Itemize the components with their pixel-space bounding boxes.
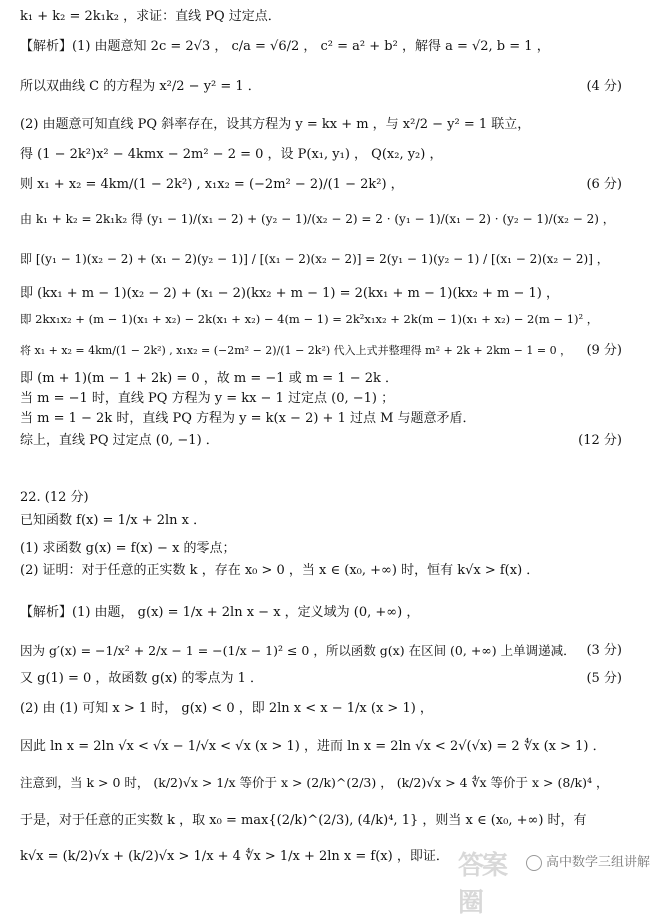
wechat-icon <box>526 855 542 871</box>
line-text: 即 (kx₁ + m − 1)(x₂ − 2) + (x₁ − 2)(kx₂ + m − 1) = 2(kx₁ + m − 1)(kx₂ + m − 1) ， <box>20 286 559 301</box>
text-line <box>20 604 622 622</box>
line-text: 因此 ln x = 2ln √x < √x − 1/√x < √x (x > 1) ，进而 ln x = 2ln √x < 2√(√x) = 2 ∜x (x > 1) ． <box>20 739 606 754</box>
text-line <box>20 78 622 96</box>
text-line <box>20 512 622 530</box>
text-line <box>20 410 622 428</box>
text-line <box>20 116 622 134</box>
text-line <box>20 642 622 661</box>
text-line <box>20 285 622 303</box>
text-line <box>20 700 622 718</box>
score-mark: (4 分) <box>586 79 622 94</box>
line-text: k√x = (k/2)√x + (k/2)√x > 1/x + 4 ∜x > 1/x + 2ln x = f(x) ，即证． <box>20 849 449 864</box>
text-line <box>20 670 622 688</box>
text-line <box>20 8 622 26</box>
line-text: 得 (1 − 2k²)x² − 4kmx − 2m² − 2 = 0 ，设 P(x₁, y₁) ， Q(x₂, y₂) ， <box>20 147 443 162</box>
score-mark: (6 分) <box>586 177 622 192</box>
text-line <box>20 250 622 269</box>
line-text: 注意到，当 k > 0 时， (k/2)√x > 1/x 等价于 x > (2/k)^(2/3) ， (k/2)√x > 4 ∜x 等价于 x > (8/k)⁴ ， <box>20 775 609 790</box>
text-line <box>20 812 622 830</box>
line-text: 由 k₁ + k₂ = 2k₁k₂ 得 (y₁ − 1)/(x₁ − 2) + (y₂ − 1)/(x₂ − 2) = 2 · (y₁ − 1)/(x₁ − 2) · (y₂ − 1)/(x₂ − 2) ， <box>20 212 615 226</box>
text-line <box>20 432 622 450</box>
watermark-account: 高中数学三组讲解 <box>526 851 650 871</box>
text-line <box>20 176 622 194</box>
score-mark: (12 分) <box>578 433 622 448</box>
question-22-header: 22. (12 分) <box>20 490 89 505</box>
watermark <box>458 839 650 918</box>
line-text: 当 m = −1 时，直线 PQ 方程为 y = kx − 1 过定点 (0, −1) ； <box>20 391 395 406</box>
text-line <box>20 738 622 756</box>
text-line <box>20 210 622 229</box>
watermark-logo: 答案圈 <box>458 851 507 918</box>
line-text: 即 (m + 1)(m − 1 + 2k) = 0 ，故 m = −1 或 m = 1 − 2k ． <box>20 371 399 386</box>
text-line <box>20 146 622 164</box>
score-mark: (3 分) <box>586 643 622 658</box>
line-text: 综上，直线 PQ 过定点 (0, −1) ． <box>20 433 219 448</box>
line-text: 将 x₁ + x₂ = 4km/(1 − 2k²) , x₁x₂ = (−2m² − 2)/(1 − 2k²) 代入上式并整理得 m² + 2k + 2km − 1 = 0 ， <box>20 344 572 357</box>
line-text: 【解析】(1) 由题意知 2c = 2√3 ， c/a = √6/2 ， c² = a² + b² ，解得 a = √2, b = 1 ， <box>20 39 550 54</box>
line-text: (2) 证明：对于任意的正实数 k ，存在 x₀ > 0 ，当 x ∈ (x₀, +∞) 时，恒有 k√x > f(x) ． <box>20 563 540 578</box>
line-text: 当 m = 1 − 2k 时，直线 PQ 方程为 y = k(x − 2) + 1 过点 M 与题意矛盾． <box>20 411 476 426</box>
text-line <box>20 370 622 388</box>
text-line <box>20 342 622 360</box>
line-text: k₁ + k₂ = 2k₁k₂ ，求证：直线 PQ 过定点． <box>20 9 281 24</box>
line-text: 因为 g′(x) = −1/x² + 2/x − 1 = −(1/x − 1)² ≤ 0 ，所以函数 g(x) 在区间 (0, +∞) 上单调递减． <box>20 643 576 658</box>
score-mark: (9 分) <box>586 343 622 358</box>
score-mark: (5 分) <box>586 671 622 686</box>
line-text: 所以双曲线 C 的方程为 x²/2 − y² = 1 ． <box>20 79 261 94</box>
text-line <box>20 562 622 580</box>
text-line <box>20 774 622 793</box>
line-text: (2) 由 (1) 可知 x > 1 时， g(x) < 0 ，即 2ln x < x − 1/x (x > 1) ， <box>20 701 433 716</box>
line-text: 即 [(y₁ − 1)(x₂ − 2) + (x₁ − 2)(y₂ − 1)] / [(x₁ − 2)(x₂ − 2)] = 2(y₁ − 1)(y₂ − 1) / [(x₁ − 2)(x₂ − 2)] ， <box>20 252 609 266</box>
text-line <box>20 38 622 56</box>
text-line <box>20 540 622 558</box>
text-line <box>20 390 622 408</box>
line-text: (1) 求函数 g(x) = f(x) − x 的零点； <box>20 541 236 556</box>
line-text: (2) 由题意可知直线 PQ 斜率存在，设其方程为 y = kx + m ，与 x²/2 − y² = 1 联立， <box>20 117 531 132</box>
line-text: 【解析】(1) 由题， g(x) = 1/x + 2ln x − x ，定义域为 (0, +∞) ， <box>20 605 420 620</box>
line-text: 则 x₁ + x₂ = 4km/(1 − 2k²) , x₁x₂ = (−2m² − 2)/(1 − 2k²) ， <box>20 177 404 192</box>
line-text: 已知函数 f(x) = 1/x + 2ln x ． <box>20 513 207 528</box>
line-text: 又 g(1) = 0 ，故函数 g(x) 的零点为 1 ． <box>20 671 264 686</box>
line-text: 于是，对于任意的正实数 k ，取 x₀ = max{(2/k)^(2/3), (4/k)⁴, 1} ，则当 x ∈ (x₀, +∞) 时，有 <box>20 813 587 828</box>
line-text: 即 2kx₁x₂ + (m − 1)(x₁ + x₂) − 2k(x₁ + x₂) − 4(m − 1) = 2k²x₁x₂ + 2k(m − 1)(x₁ + x₂) − 2(m − 1)² ， <box>20 312 599 326</box>
text-line <box>20 310 622 329</box>
